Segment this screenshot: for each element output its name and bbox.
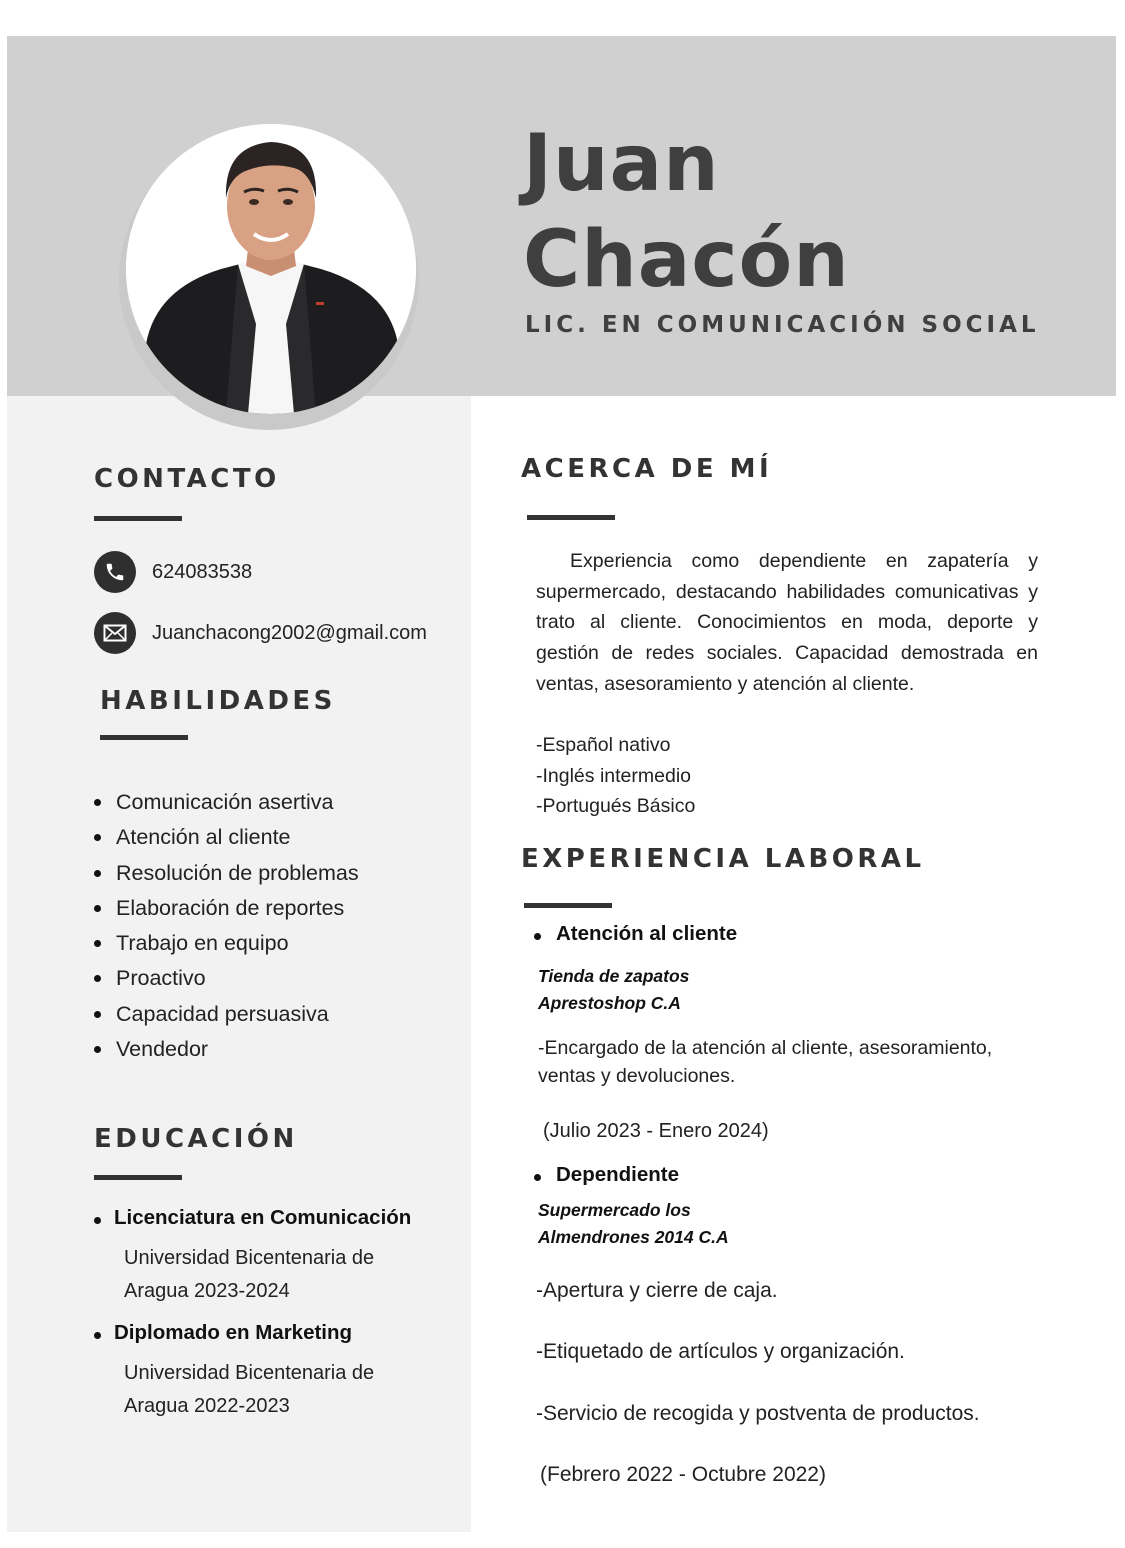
institution-line: Aragua 2023-2024 [124, 1280, 290, 1302]
list-item: Vendedor [94, 1033, 359, 1068]
skills-title-rule [100, 735, 188, 740]
experience-section-title: EXPERIENCIA LABORAL [521, 844, 925, 874]
list-item: Trabajo en equipo [94, 927, 359, 962]
company-line: Supermercado los [538, 1200, 691, 1220]
job-duties [538, 1034, 992, 1090]
list-item: Elaboración de reportes [94, 892, 359, 927]
education-title-rule [94, 1175, 182, 1180]
language-item: -Portugués Básico [536, 795, 696, 818]
duty-line: -Encargado de la atención al cliente, asesoramiento, [538, 1037, 993, 1059]
last-name: Chacón [523, 215, 850, 305]
company-line: Aprestoshop C.A [538, 993, 681, 1013]
duty-line: -Servicio de recogida y postventa de productos. [536, 1402, 980, 1425]
duty-line: -Apertura y cierre de caja. [536, 1279, 778, 1302]
job-period: (Febrero 2022 - Octubre 2022) [540, 1463, 826, 1486]
duty-line: -Etiquetado de artículos y organización. [536, 1340, 905, 1363]
institution [124, 1242, 411, 1308]
institution-line: Universidad Bicentenaria de [124, 1247, 375, 1269]
institution-line: Universidad Bicentenaria de [124, 1362, 375, 1384]
about-section-title: ACERCA DE MÍ [521, 454, 773, 484]
skills-section-title: HABILIDADES [100, 686, 336, 716]
contact-phone[interactable]: 624083538 [152, 560, 253, 583]
contact-email-row [94, 612, 427, 654]
degree-title: Licenciatura en Comunicación [94, 1206, 411, 1230]
phone-icon [94, 551, 136, 593]
job-position: Dependiente [534, 1163, 679, 1187]
experience-title-rule [524, 903, 612, 908]
language-item: -Español nativo [536, 734, 671, 756]
skills-list [94, 786, 359, 1068]
duty-line: ventas y devoluciones. [538, 1065, 736, 1087]
education-item [94, 1206, 411, 1308]
list-item: Proactivo [94, 962, 359, 997]
contact-title-rule [94, 516, 182, 521]
education-item [94, 1321, 374, 1423]
language-item: -Inglés intermedio [536, 764, 691, 787]
job-period: (Julio 2023 - Enero 2024) [543, 1120, 769, 1142]
profile-person-illustration [126, 124, 416, 414]
languages-list [536, 730, 695, 822]
candidate-name [523, 116, 850, 308]
contact-phone-row [94, 551, 252, 593]
list-item: Resolución de problemas [94, 857, 359, 892]
contact-section-title: CONTACTO [94, 464, 280, 494]
degree-title: Diplomado en Marketing [94, 1321, 374, 1345]
first-name: Juan [523, 119, 720, 209]
contact-email[interactable]: Juanchacong2002@gmail.com [152, 621, 427, 644]
resume-page [7, 36, 1116, 1532]
list-item: Atención al cliente [94, 821, 359, 856]
email-icon [94, 612, 136, 654]
job-company [538, 1197, 729, 1251]
job-position: Atención al cliente [534, 922, 737, 946]
job-company [538, 963, 689, 1017]
company-line: Tienda de zapatos [538, 966, 690, 986]
company-line: Almendrones 2014 C.A [538, 1227, 729, 1247]
about-title-rule [527, 515, 615, 520]
list-item: Capacidad persuasiva [94, 998, 359, 1033]
about-text: Experiencia como dependiente en zapatería y supermercado, destacando habilidades comunicativas y trato al cliente. Conocimientos en moda, deporte y gestión de redes sociales. Capacidad demostrada en ventas, asesoramiento y atención al cliente. [536, 550, 1038, 695]
institution [124, 1357, 374, 1423]
profile-photo [126, 124, 416, 414]
education-section-title: EDUCACIÓN [94, 1124, 298, 1154]
institution-line: Aragua 2022-2023 [124, 1395, 290, 1417]
list-item: Comunicación asertiva [94, 786, 359, 821]
job-role: LIC. EN COMUNICACIÓN SOCIAL [525, 312, 1040, 338]
